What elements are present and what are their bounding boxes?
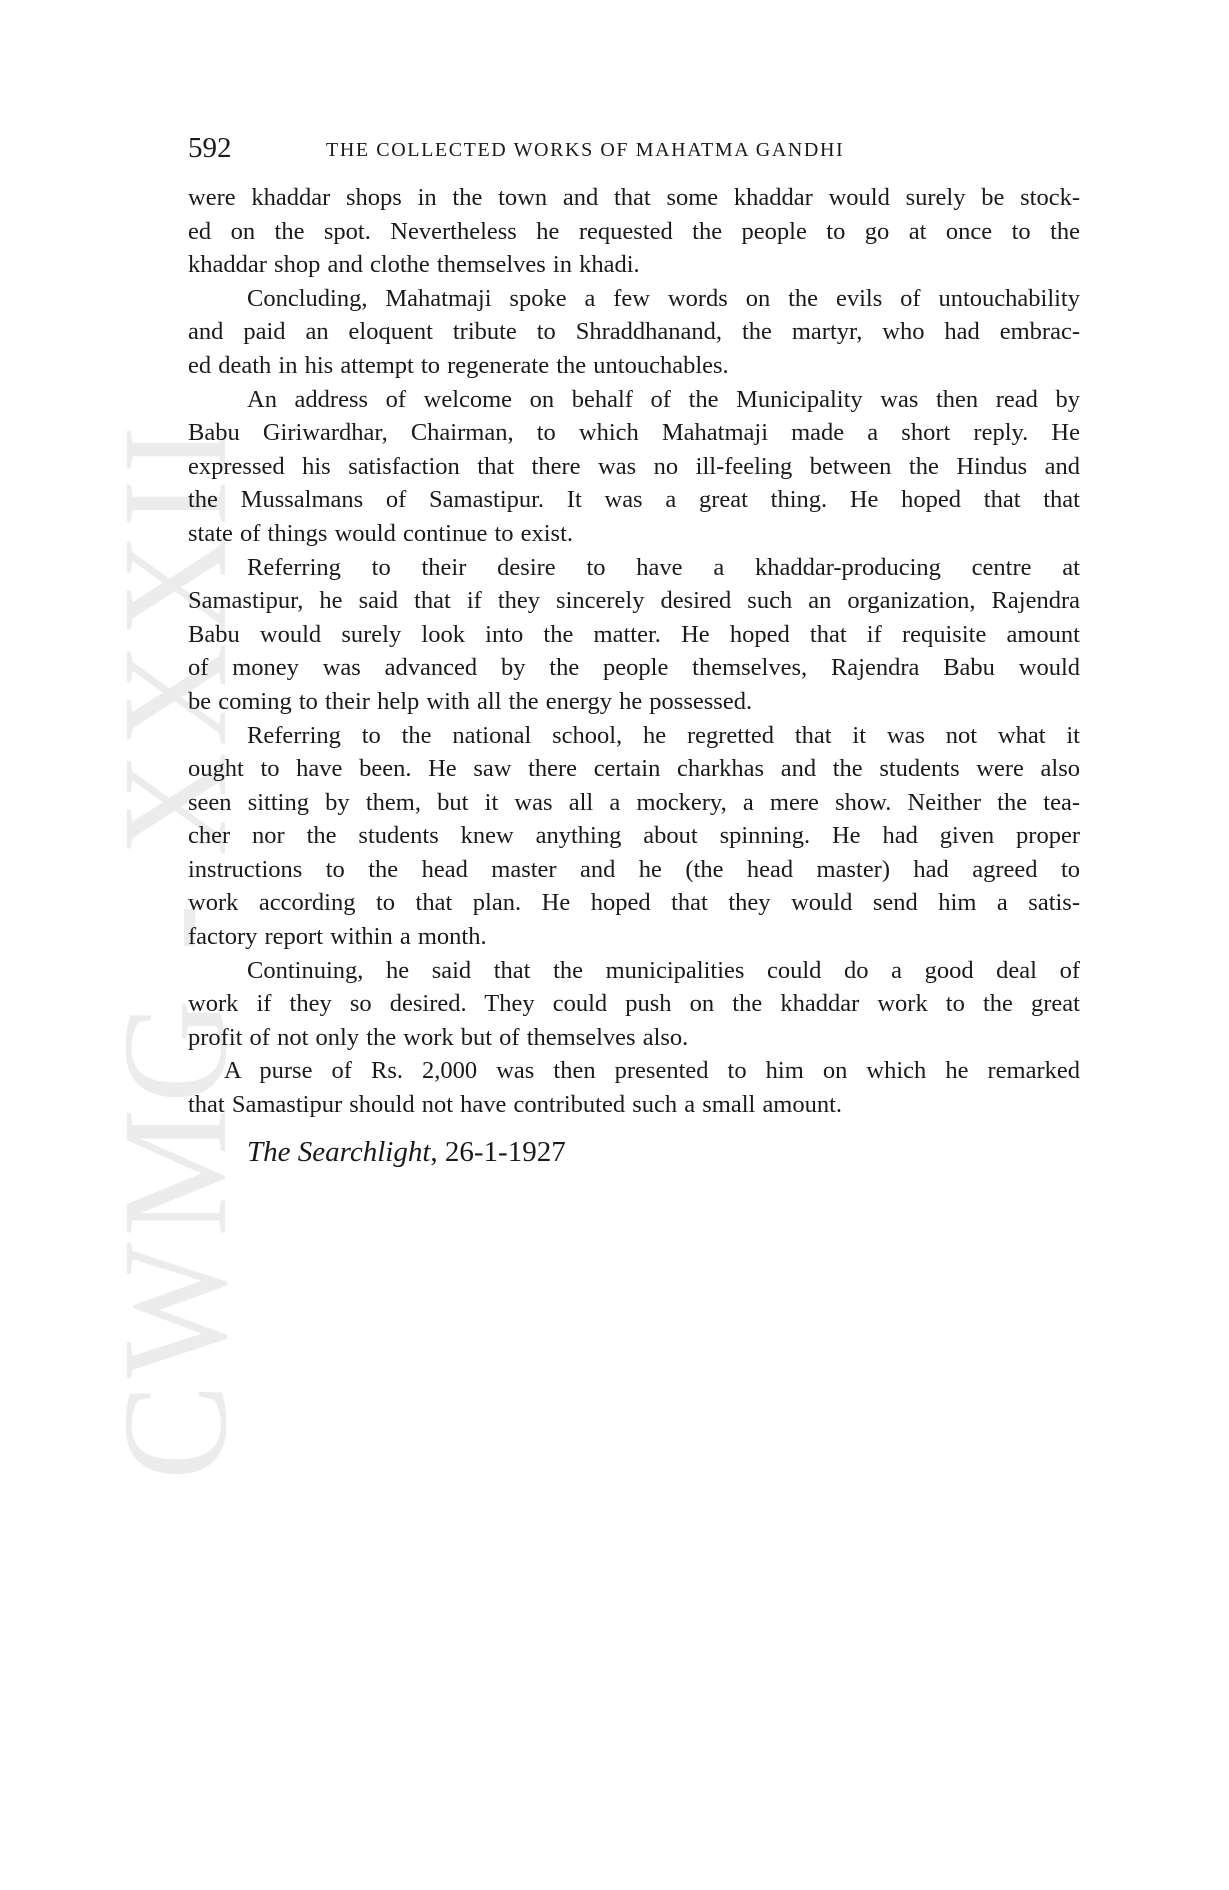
source-publication: The Searchlight xyxy=(247,1135,431,1168)
text-line: and paid an eloquent tribute to Shraddhanand, the martyr, who had embrac- xyxy=(188,318,1080,346)
text-line: state of things would continue to exist. xyxy=(188,519,574,547)
text-line: work if they so desired. They could push on the khaddar work to the great xyxy=(188,990,1080,1018)
watermark-text: CWMG - XXXII xyxy=(92,374,258,1480)
source-date: 26-1-1927 xyxy=(444,1135,566,1168)
source-separator: , xyxy=(430,1135,445,1168)
paragraph xyxy=(188,1054,1080,1121)
text-line: An address of welcome on behalf of the Municipality was then read by xyxy=(247,385,1080,413)
text-line: A purse of Rs. 2,000 was then presented to him on which he remarked xyxy=(224,1057,1080,1085)
running-title: THE COLLECTED WORKS OF MAHATMA GANDHI xyxy=(326,139,845,161)
paragraph xyxy=(188,282,1080,383)
paragraph xyxy=(188,181,1080,282)
text-line: Continuing, he said that the municipalities could do a good deal of xyxy=(247,956,1080,984)
paragraph xyxy=(188,551,1080,719)
text-line: work according to that plan. He hoped that they would send him a satis- xyxy=(188,889,1080,917)
text-line: factory report within a month. xyxy=(188,923,487,951)
paragraph xyxy=(188,383,1080,551)
text-line: were khaddar shops in the town and that some khaddar would surely be stock- xyxy=(188,184,1080,211)
text-line: Babu Giriwardhar, Chairman, to which Mahatmaji made a short reply. He xyxy=(188,419,1080,447)
article-body xyxy=(188,181,1080,1172)
text-line: profit of not only the work but of themselves also. xyxy=(188,1023,689,1051)
text-line: instructions to the head master and he (the head master) had agreed to xyxy=(188,855,1080,883)
page-number: 592 xyxy=(188,132,232,164)
text-line: be coming to their help with all the energy he possessed. xyxy=(188,687,753,715)
text-line: seen sitting by them, but it was all a mockery, a mere show. Neither the tea- xyxy=(188,788,1080,816)
text-line: Referring to their desire to have a khaddar-producing centre at xyxy=(247,553,1080,581)
text-line: expressed his satisfaction that there was no ill-feeling between the Hindus and xyxy=(188,452,1080,480)
text-line: khaddar shop and clothe themselves in khadi. xyxy=(188,251,640,279)
text-line: Referring to the national school, he regretted that it was not what it xyxy=(247,721,1080,749)
text-line: cher nor the students knew anything about spinning. He had given proper xyxy=(188,822,1080,850)
text-line: Babu would surely look into the matter. He hoped that if requisite amount xyxy=(188,620,1080,648)
text-line: ed on the spot. Nevertheless he requested the people to go at once to the xyxy=(188,217,1080,245)
text-line: the Mussalmans of Samastipur. It was a great thing. He hoped that that xyxy=(188,486,1080,514)
paragraph xyxy=(188,719,1080,954)
text-line: ed death in his attempt to regenerate the untouchables. xyxy=(188,351,729,379)
text-line: Samastipur, he said that if they sincerely desired such an organization, Rajendra xyxy=(188,587,1080,615)
text-line: Concluding, Mahatmaji spoke a few words on the evils of untouchability xyxy=(247,284,1080,312)
text-line: ought to have been. He saw there certain charkhas and the students were also xyxy=(188,755,1080,783)
paragraph xyxy=(188,954,1080,1055)
source-citation xyxy=(188,1132,1080,1172)
text-line: of money was advanced by the people themselves, Rajendra Babu would xyxy=(188,654,1080,682)
page-header xyxy=(188,128,1088,168)
text-line: that Samastipur should not have contributed such a small amount. xyxy=(188,1091,843,1119)
